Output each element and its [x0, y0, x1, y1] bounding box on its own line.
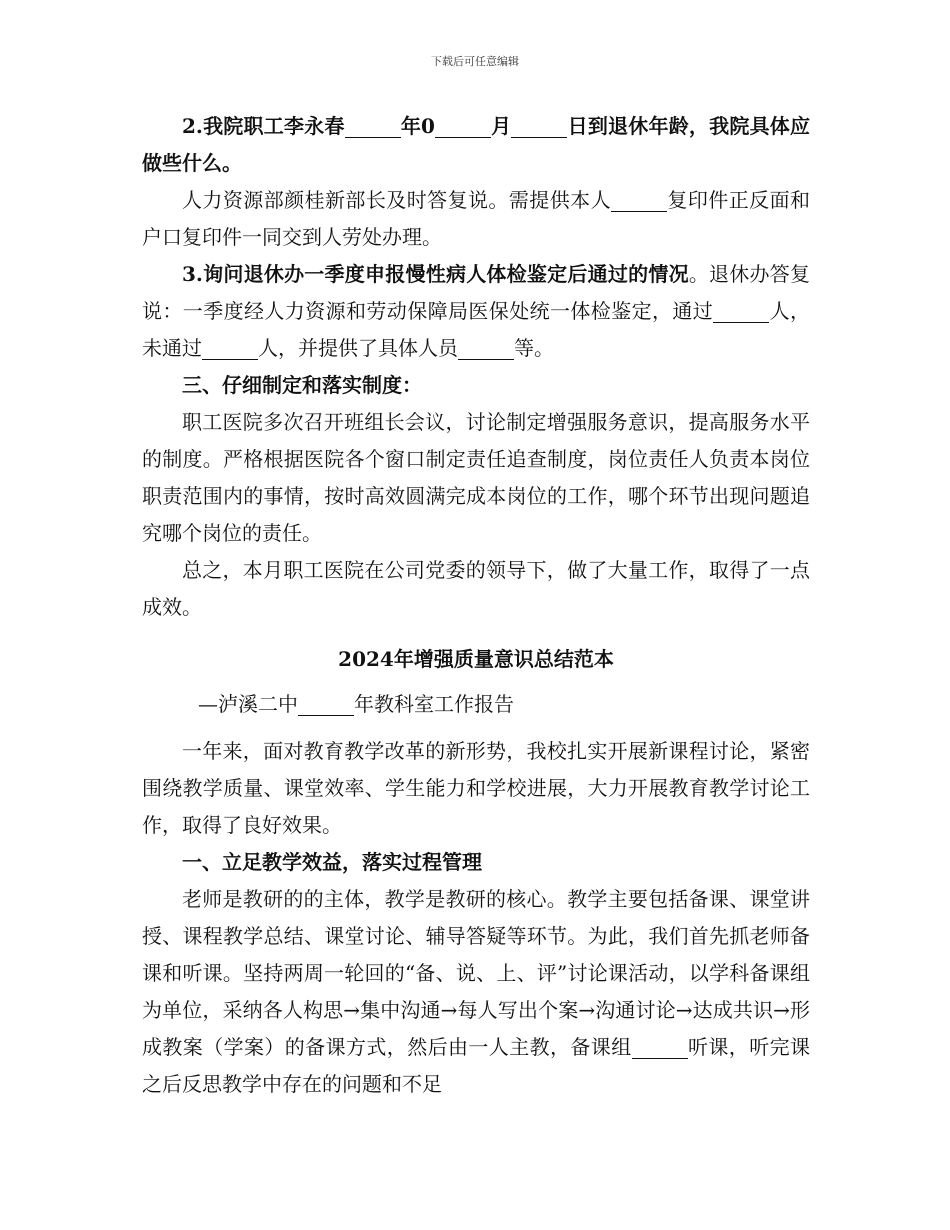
answer-2-part-a: 人力资源部颜桂新部长及时答复说。需提供本人	[182, 188, 611, 212]
answer-3-part-b: 人，未通过	[142, 299, 811, 360]
page-header: 下载后可任意编辑	[431, 55, 519, 68]
question-2-part-b: 年0	[400, 114, 435, 138]
answer-2-part-b: 复印件正反面和户口复印件一同交到人劳处办理。	[142, 188, 811, 249]
paragraph-system: 职工医院多次召开班组长会议，讨论制定增强服务意识，提高服务水平的制度。严格根据医院各个窗口制定责任追查制度，岗位责任人负责本岗位职责范围内的事情，按时高效圆满完成本岗位的工作，哪个环节出现问题追究哪个岗位的责任。	[142, 410, 810, 545]
document-body	[142, 108, 810, 1103]
blank-field	[435, 115, 491, 138]
section-heading-3: 三、仔细制定和落实制度：	[182, 373, 422, 397]
answer-3-part-a: 。退休办答复说：一季度经人力资源和劳动保障局医保处统一体检鉴定，通过	[142, 262, 810, 323]
answer-3-part-c: 人，并提供了具体人员	[258, 336, 458, 360]
answer-3-part-d: 等。	[514, 336, 554, 360]
question-2-part-a: 2.我院职工李永春	[182, 114, 345, 138]
paragraph-intro: 一年来，面对教育教学改革的新形势，我校扎实开展新课程讨论，紧密围绕教学质量、课堂效率、学生能力和学校进展，大力开展教育教学讨论工作，取得了良好效果。	[142, 739, 810, 837]
document-title: 2024年增强质量意识总结范本	[338, 647, 614, 671]
blank-field	[458, 337, 514, 360]
question-3-heading: 3.询问退休办一季度申报慢性病人体检鉴定后通过的情况	[182, 262, 689, 286]
answer-2	[142, 182, 810, 256]
question-2-part-c: 月	[490, 114, 512, 138]
blank-field	[345, 115, 401, 138]
teaching-part-a: 老师是教研的的主体，教学是教研的核心。教学主要包括备课、课堂讲授、课程教学总结、课堂讨论、辅导答疑等环节。为此，我们首先抓老师备课和听课。坚持两周一轮回的“备、说、上、评”讨论课活动，以学科备课组为单位，采纳各人构思→集中沟通→每人写出个案→沟通讨论→达成共识→形成教案（学案）的备课方式，然后由一人主教，备课组	[142, 887, 810, 1059]
blank-field	[713, 300, 769, 323]
blank-field	[632, 1036, 688, 1059]
question-2-part-d: 日到退休年龄，我院具体应做些什么。	[142, 114, 810, 175]
document-subtitle	[142, 686, 810, 723]
subtitle-part-b: 年教科室工作报告	[354, 692, 514, 716]
subtitle-part-a: —泸溪二中	[198, 692, 298, 716]
paragraph-summary: 总之，本月职工医院在公司党委的领导下，做了大量工作，取得了一点成效。	[142, 558, 810, 619]
teaching-part-b: 听课，听完课之后反思教学中存在的问题和不足	[142, 1035, 811, 1096]
blank-field	[298, 693, 354, 716]
section-heading-1: 一、立足教学效益，落实过程管理	[182, 850, 482, 874]
question-3	[142, 256, 810, 367]
blank-field	[202, 337, 258, 360]
paragraph-teaching	[142, 881, 810, 1103]
question-2	[142, 108, 810, 182]
blank-field	[611, 189, 667, 212]
blank-field	[511, 115, 567, 138]
